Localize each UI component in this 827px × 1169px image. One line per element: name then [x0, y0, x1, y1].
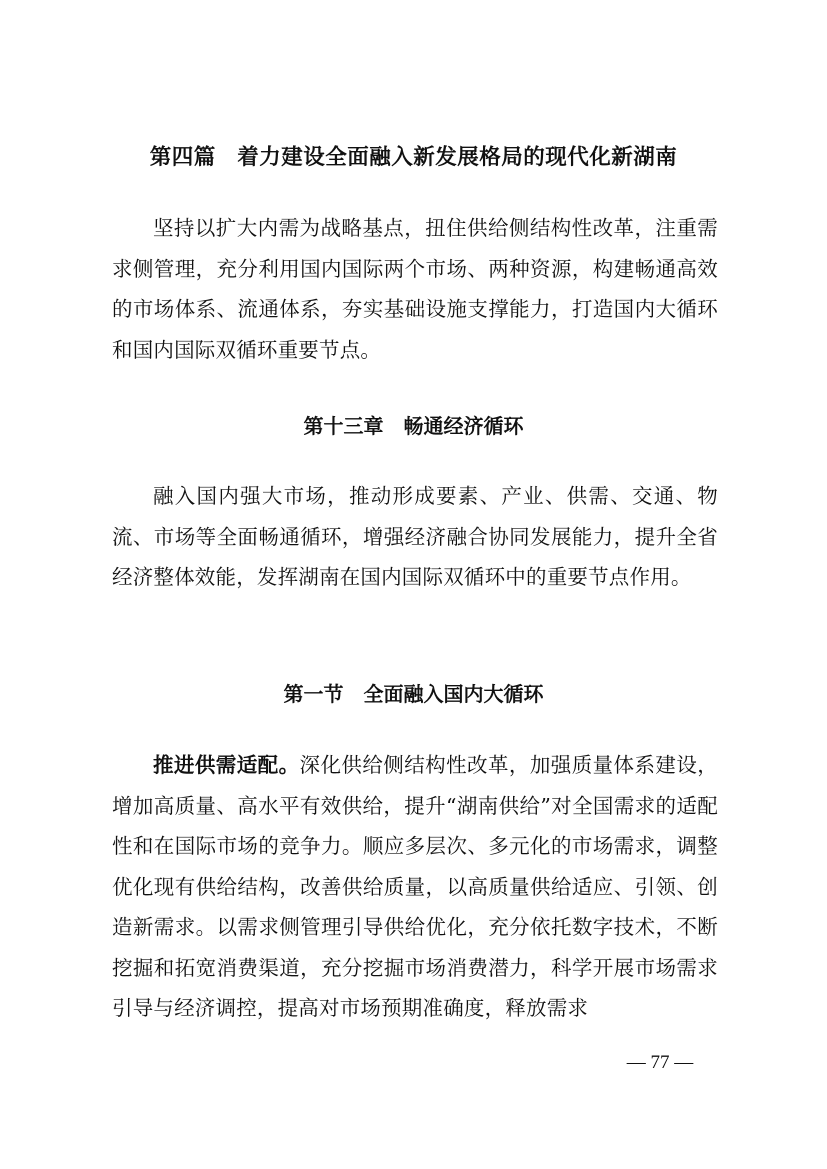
- part-title: [0, 140, 827, 171]
- page-number: — 77 —: [626, 1052, 694, 1073]
- chapter-paragraph: 融入国内强大市场，推动形成要素、产业、供需、交通、物流、市场等全面畅通循环，增强经济融合协同发展能力，提升全省经济整体效能，发挥湖南在国内国际双循环中的重要节点作用。: [112, 484, 718, 589]
- section-title-text: 全面融入国内大循环: [363, 682, 544, 706]
- part-title-text: 着力建设全面融入新发展格局的现代化新湖南: [237, 145, 678, 170]
- intro-paragraph: 坚持以扩大内需为战略基点，扭住供给侧结构性改革，注重需求侧管理，充分利用国内国际两个市场、两种资源，构建畅通高效的市场体系、流通体系，夯实基础设施支撑能力，打造国内大循环和国内国际双循环重要节点。: [112, 216, 718, 362]
- section-title: [0, 678, 827, 707]
- chapter-title-text: 畅通经济循环: [403, 414, 524, 438]
- part-number: 第四篇: [149, 145, 216, 170]
- section-number: 第一节: [283, 682, 344, 706]
- chapter-number: 第十三章: [303, 414, 384, 438]
- chapter-title: [0, 410, 827, 439]
- section-paragraph-lead: 推进供需适配。: [153, 753, 300, 777]
- section-paragraph: [112, 745, 718, 1029]
- section-paragraph-body: 深化供给侧结构性改革，加强质量体系建设，增加高质量、高水平有效供给，提升“湖南供给”对全国需求的适配性和在国际市场的竞争力。顺应多层次、多元化的市场需求，调整优化现有供给结构，改善供给质量，以高质量供给适应、引领、创造新需求。以需求侧管理引导供给优化，充分依托数字技术，不断挖掘和拓宽消费渠道，充分挖掘市场消费潜力，科学开展市场需求引导与经济调控，提高对市场预期准确度，释放需求: [112, 753, 718, 1020]
